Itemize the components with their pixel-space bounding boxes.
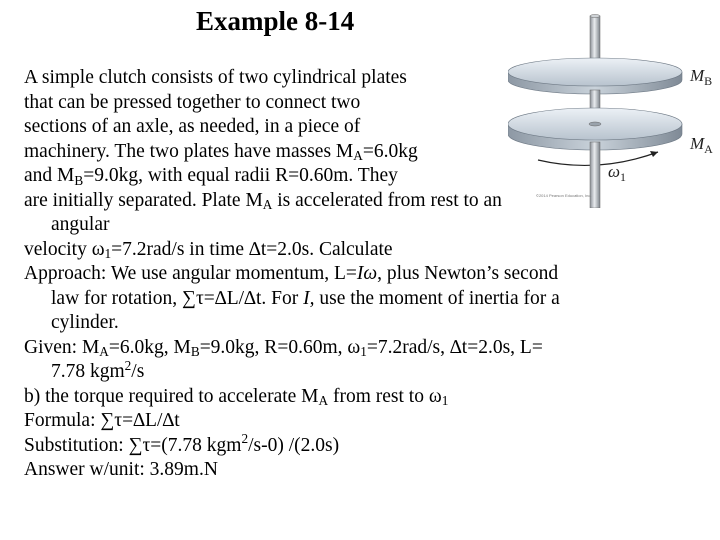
text-line: and $M_B=9.0kg$, with equal radii R=0.60m. They: [24, 165, 398, 188]
text-line: machinery. The two plates have masses $M_A=6.0kg$: [24, 140, 418, 164]
mass-b-label: $M_B$: [690, 66, 713, 88]
approach-line: cylinder.: [51, 312, 119, 333]
omega-label: $\omega_1$: [608, 162, 627, 184]
text-line: angular: [51, 214, 110, 235]
problem-text: [24, 66, 696, 483]
upper-shaft: [590, 16, 600, 62]
substitution-line: Substitution: ∑τ=(7.78 kgm$^2$/s-0) /(2.0s): [24, 431, 340, 456]
approach-line: Approach: We use angular momentum, L=Iω, plus Newton’s second: [24, 263, 559, 284]
slide-title: Example 8-14: [196, 6, 355, 36]
question-line: b) the torque required to accelerate $M_A$ from rest to $\omega_1$: [24, 385, 449, 409]
given-line: 7.78 kgm$^2$/s: [51, 357, 145, 382]
answer-line: Answer w/unit: 3.89m.N: [24, 459, 218, 480]
approach-line: law for rotation, ∑τ=∆L/∆t. For I, use the moment of inertia for a: [51, 287, 560, 309]
copyright-credit: ©2014 Pearson Education, Inc.: [536, 193, 592, 198]
text-line: velocity $\omega_1=7.2rad/s$ in time ∆t=2.0s. Calculate: [24, 238, 393, 262]
given-line: Given: $M_A=6.0kg$, $M_B=9.0kg$, R=0.60m, $\omega_1=7.2rad/s$, ∆t=2.0s, L=: [24, 336, 543, 360]
text-line: are initially separated. Plate $M_A$ is accelerated from rest to an: [24, 189, 502, 213]
text-line: sections of an axle, as needed, in a piece of: [24, 116, 361, 137]
mass-a-label: $M_A$: [690, 134, 713, 156]
formula-line: Formula: ∑τ=∆L/∆t: [24, 410, 180, 431]
text-line: that can be pressed together to connect two: [24, 91, 361, 113]
text-line: A simple clutch consists of two cylindrical plates: [24, 67, 407, 88]
